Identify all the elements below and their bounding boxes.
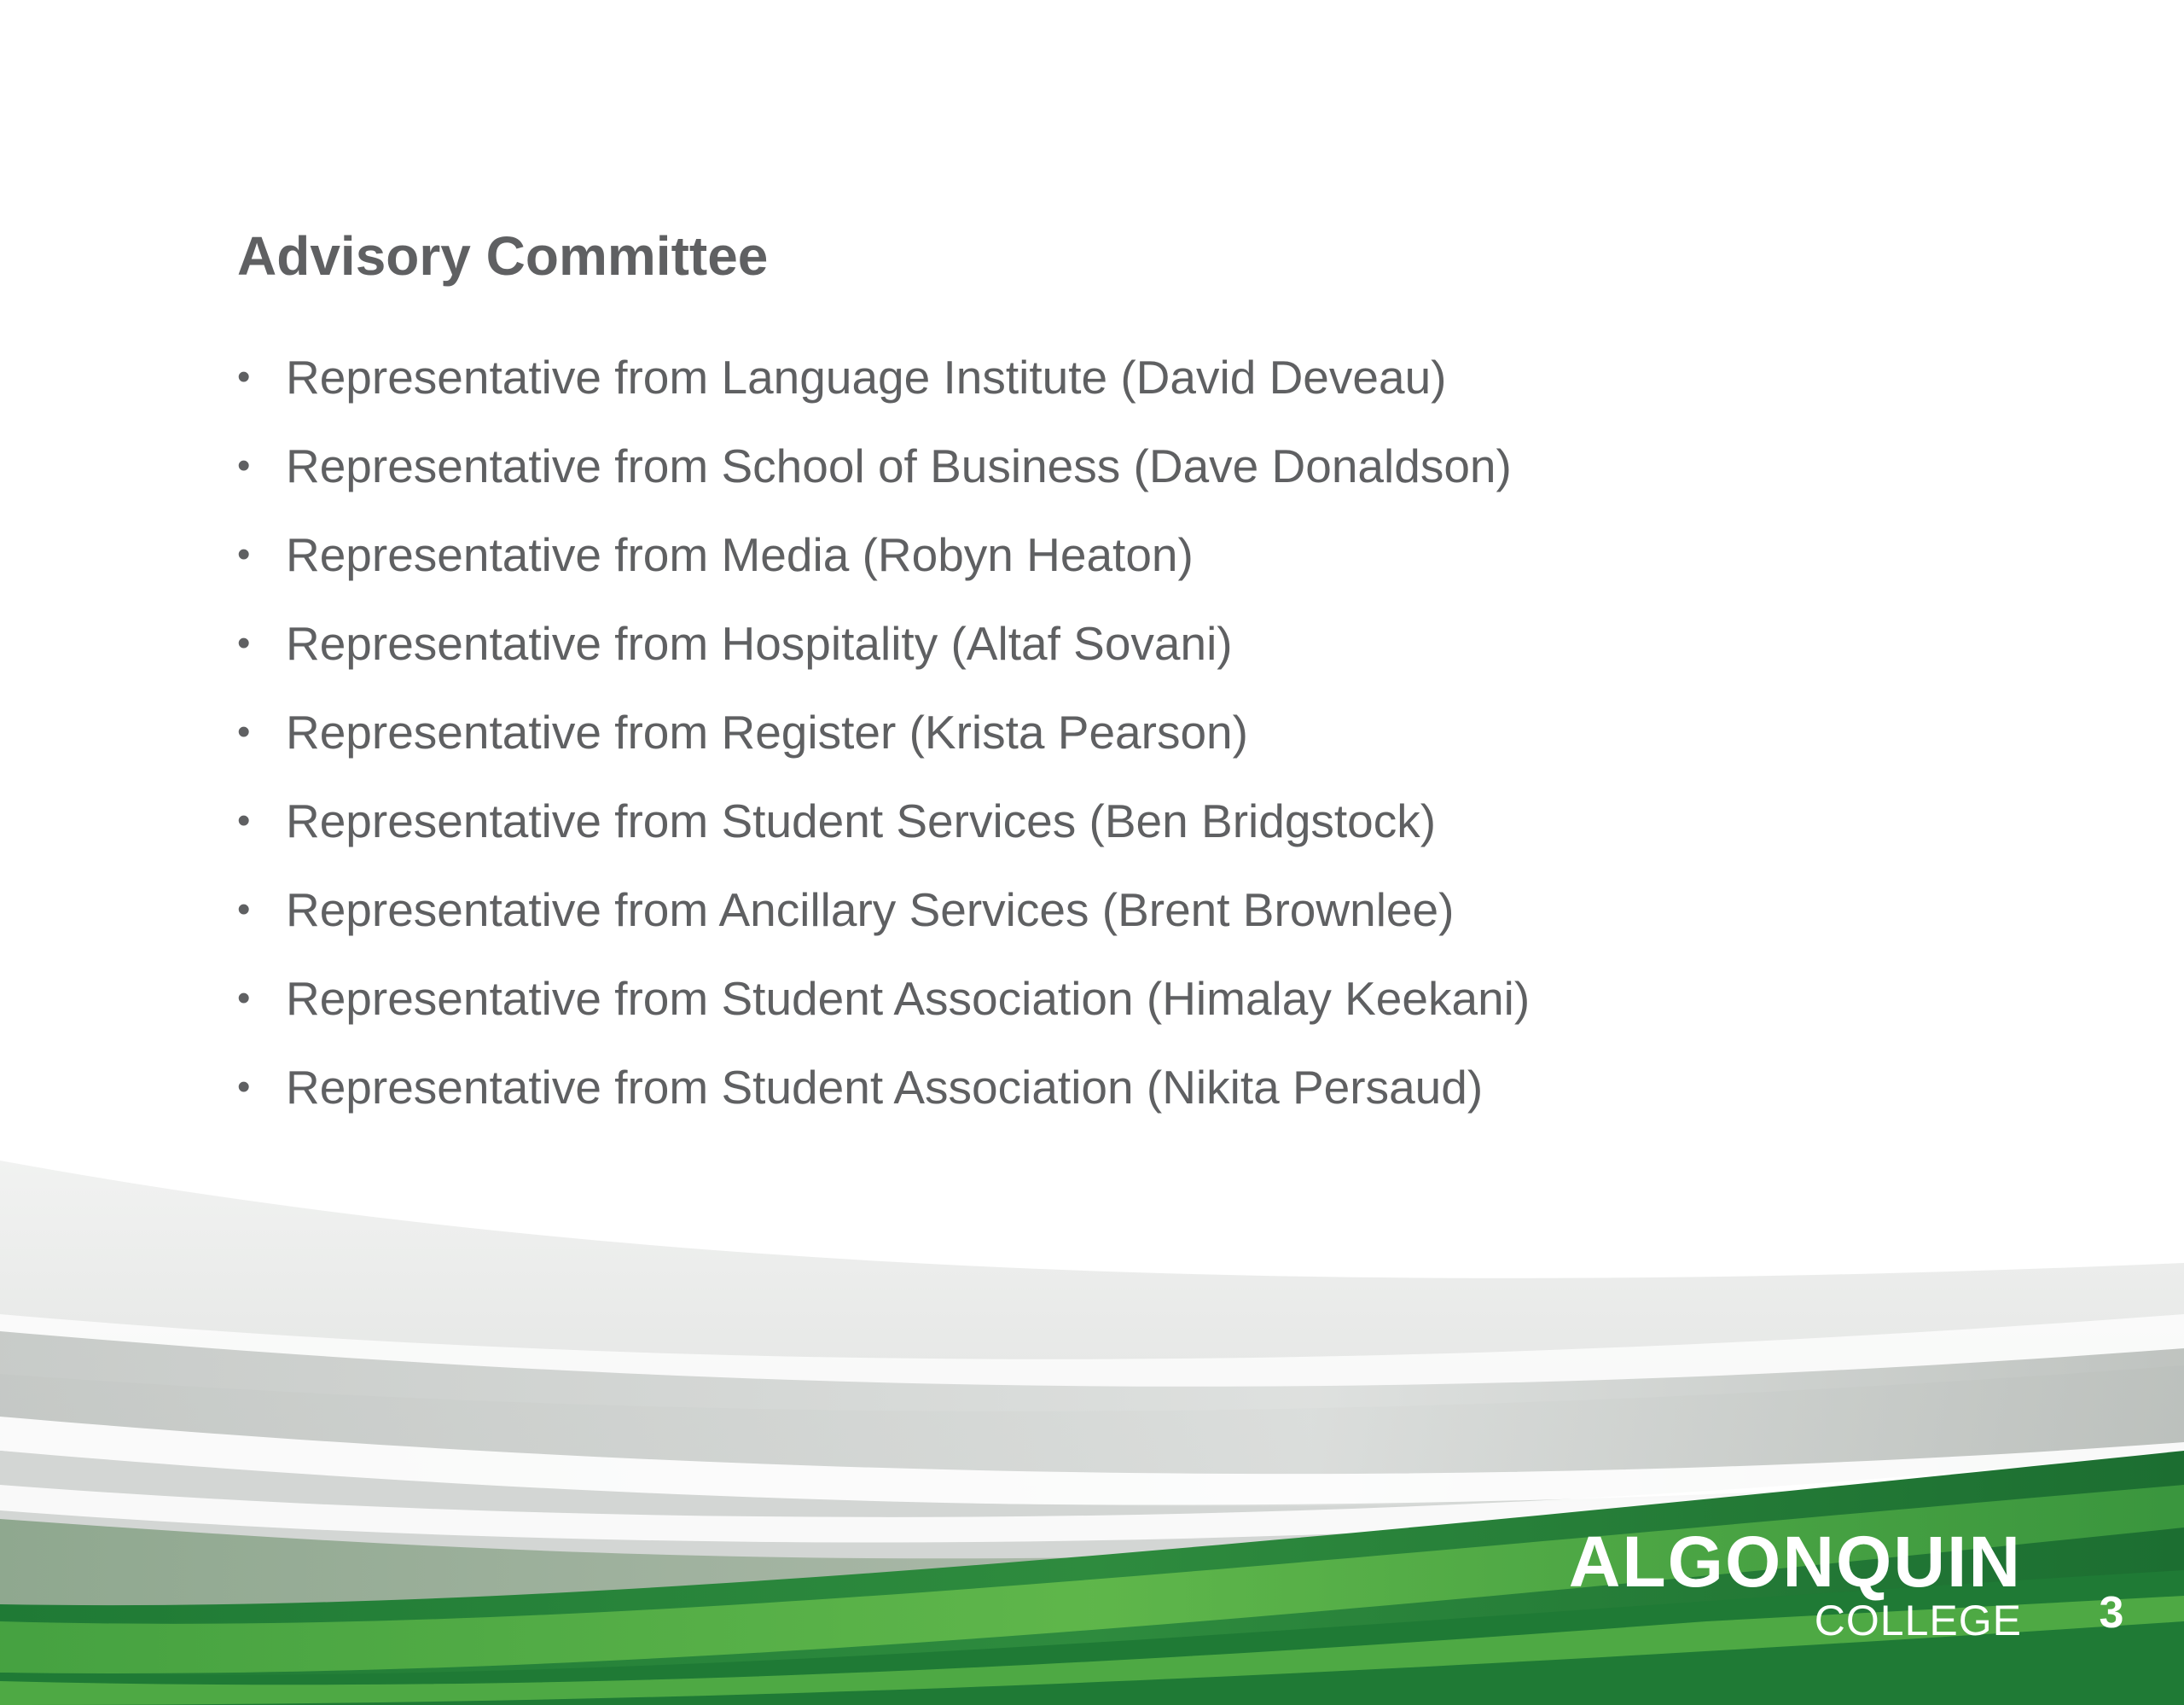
bullet-icon: • <box>237 977 251 1019</box>
list-item-text: Representative from Media (Robyn Heaton) <box>286 528 1194 581</box>
list-item-text: Representative from Student Services (Ben Bridgstock) <box>286 794 1437 847</box>
bullet-icon: • <box>237 533 251 575</box>
bullet-icon: • <box>237 622 251 664</box>
logo-wordmark: ALGONQUIN <box>1568 1522 2022 1602</box>
list-item-text: Representative from Student Association (Nikita Persaud) <box>286 1061 1484 1114</box>
bullet-icon: • <box>237 888 251 930</box>
algonquin-college-logo <box>1568 1522 2022 1645</box>
list-item-text: Representative from Ancillary Services (Brent Brownlee) <box>286 883 1455 936</box>
bullet-icon: • <box>237 1066 251 1108</box>
logo-subtitle: COLLEGE <box>1814 1597 2022 1644</box>
slide-title: Advisory Committee <box>237 225 769 287</box>
bullet-icon: • <box>237 711 251 753</box>
bullet-icon: • <box>237 800 251 841</box>
bullet-icon: • <box>237 445 251 486</box>
list-item-text: Representative from Hospitality (Altaf Sovani) <box>286 617 1233 670</box>
list-item-text: Representative from Student Association (Himalay Keekani) <box>286 972 1531 1025</box>
list-item-text: Representative from School of Business (Dave Donaldson) <box>286 439 1512 492</box>
bullet-icon: • <box>237 356 251 398</box>
list-item-text: Representative from Register (Krista Pearson) <box>286 706 1248 759</box>
page-number: 3 <box>2099 1588 2124 1638</box>
list-item-text: Representative from Language Institute (David Deveau) <box>286 351 1447 404</box>
